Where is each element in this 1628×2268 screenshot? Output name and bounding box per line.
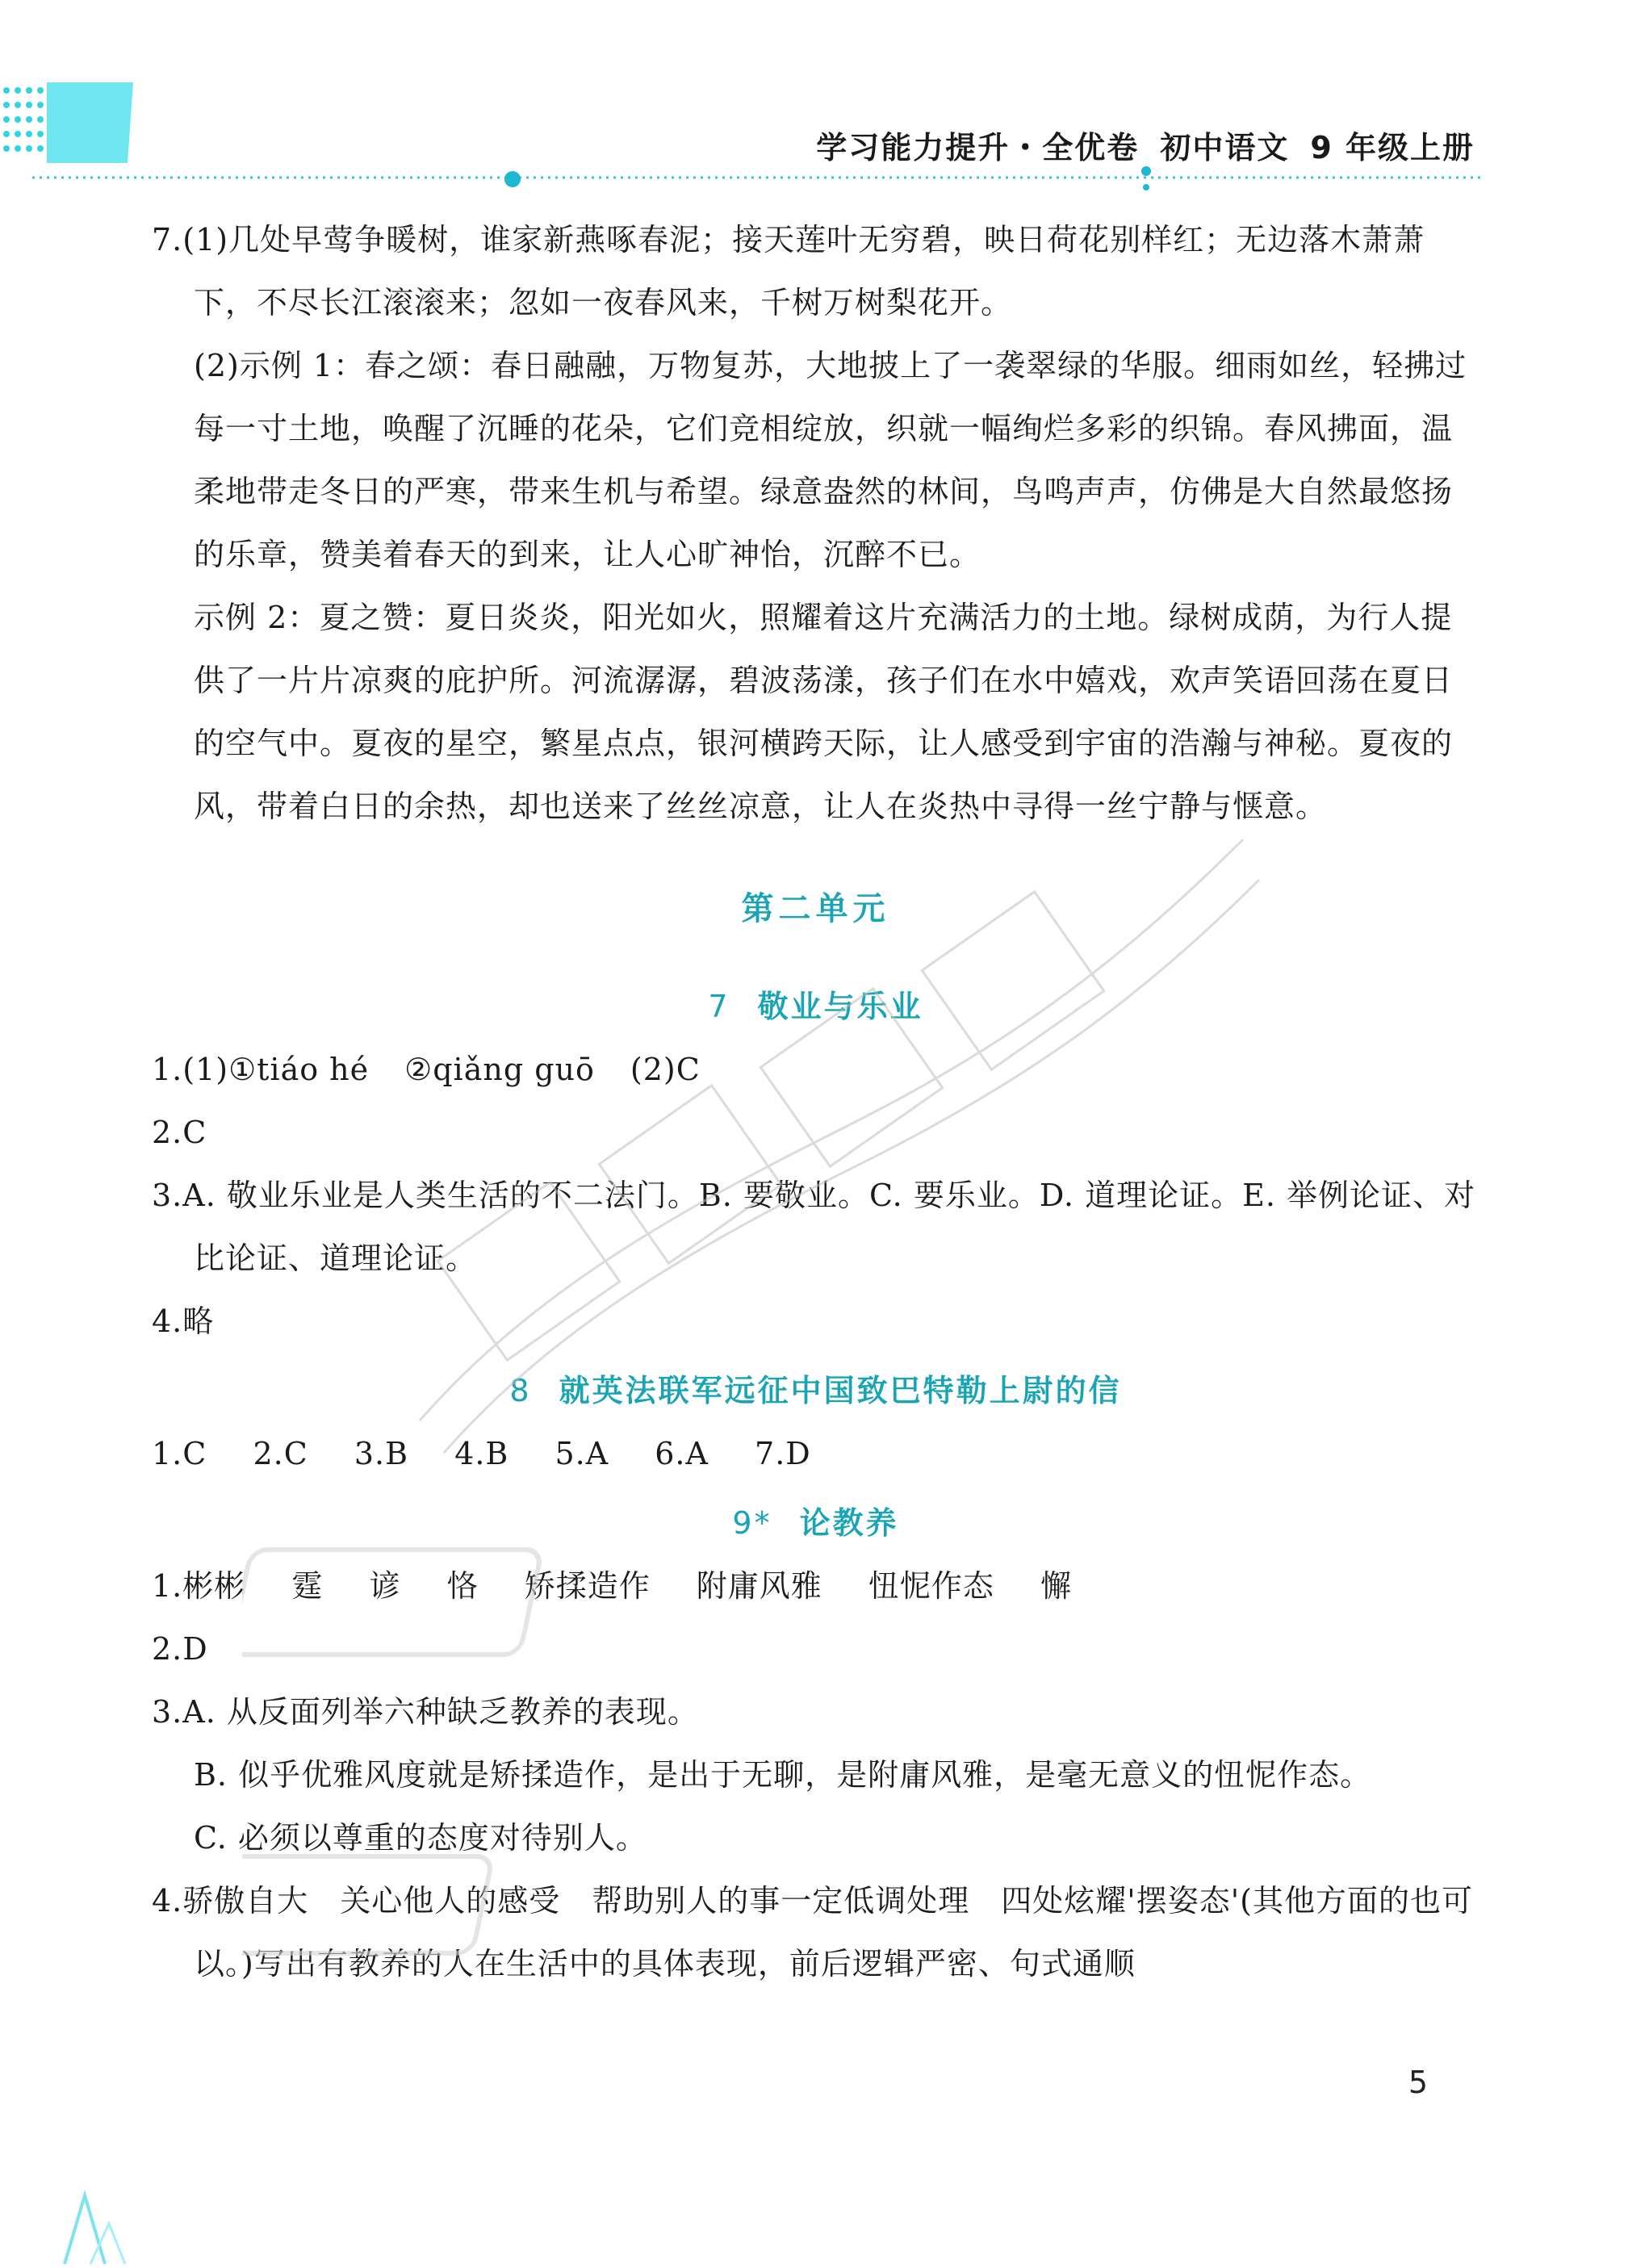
lesson-9-answer-3a: 3.A. 从反面列举六种缺乏教养的表现。 — [152, 1694, 699, 1730]
lesson-7-answer-4: 4.略 — [152, 1303, 215, 1339]
lesson-8-answer: 6.A — [655, 1436, 709, 1471]
word-item: 附庸风雅 — [696, 1568, 822, 1604]
lesson-8-answer: 4.B — [454, 1436, 509, 1471]
q7-part1: 7.(1)几处早莺争暖树，谁家新燕啄春泥；接天莲叶无穷碧，映日荷花别样红；无边落木萧萧下，不尽长江滚滚来；忽如一夜春风来，千树万树梨花开。 — [152, 222, 1425, 320]
lesson-8-answer: 2.C — [253, 1436, 308, 1471]
word-item: 谚 — [369, 1568, 401, 1604]
lesson-7-number: 7 — [708, 989, 730, 1024]
page-number: 5 — [1408, 2065, 1428, 2100]
answer-content — [152, 208, 1479, 1995]
q7-part2: (2)示例 1：春之颂：春日融融，万物复苏，大地披上了一袭翠绿的华服。细雨如丝，轻拂过每一寸土地，唤醒了沉睡的花朵，它们竞相绽放，织就一幅绚烂多彩的织锦。春风拂面，温柔地带走冬日的严寒，带来生机与希望。绿意盎然的林间，鸟鸣声声，仿佛是大自然最悠扬的乐章，赞美着春天的到来，让人心旷神怡，沉醉不已。 — [194, 348, 1467, 572]
header-dotted-rule — [32, 161, 1485, 194]
word-item: 霆 — [291, 1568, 324, 1604]
lesson-9-name: 论教养 — [799, 1505, 899, 1541]
word-item: 恪 — [446, 1568, 479, 1604]
lesson-8-number: 8 — [509, 1373, 532, 1408]
lesson-9-number: 9* — [732, 1505, 772, 1541]
lesson-9-answer-2: 2.D — [152, 1631, 208, 1667]
corner-decoration — [48, 2179, 161, 2268]
q7-part3: 示例 2：夏之赞：夏日炎炎，阳光如火，照耀着这片充满活力的土地。绿树成荫，为行人提供了一片片凉爽的庇护所。河流潺潺，碧波荡漾，孩子们在水中嬉戏，欢声笑语回荡在夏日的空气中。夏夜的星空，繁星点点，银河横跨天际，让人感受到宇宙的浩瀚与神秘。夏夜的风，带着白日的余热，却也送来了丝丝凉意，让人在炎热中寻得一丝宁静与惬意。 — [194, 600, 1454, 824]
word-item: 矫揉造作 — [524, 1568, 651, 1604]
grade-label: 9 年级上册 — [1310, 130, 1475, 165]
lesson-8-name: 就英法联军远征中国致巴特勒上尉的信 — [559, 1373, 1122, 1408]
lesson-7-title — [152, 975, 1479, 1038]
answer-1-part2: (2)C — [630, 1052, 701, 1087]
word-item: 1.彬彬 — [152, 1568, 246, 1604]
lesson-7-answer-2: 2.C — [152, 1115, 207, 1150]
book-title: 学习能力提升・全优卷 — [816, 130, 1140, 165]
word-item: 忸怩作态 — [868, 1568, 994, 1604]
lesson-9-title — [152, 1492, 1479, 1555]
lesson-9-answer-3b: B. 似乎优雅风度就是矫揉造作，是出于无聊，是附庸风雅，是毫无意义的忸怩作态。 — [194, 1757, 1372, 1793]
lesson-8-answer: 3.B — [354, 1436, 409, 1471]
word-item: 懈 — [1040, 1568, 1073, 1604]
unit-title: 第二单元 — [741, 890, 890, 927]
lesson-8-answers — [152, 1422, 1479, 1485]
subject-label: 初中语文 — [1160, 130, 1290, 165]
lesson-8-answer: 5.A — [555, 1436, 609, 1471]
header-title — [816, 123, 1475, 167]
lesson-8-title — [152, 1359, 1479, 1422]
lesson-7-name: 敬业与乐业 — [757, 989, 923, 1024]
lesson-8-answer: 7.D — [755, 1436, 811, 1471]
lesson-8-answer: 1.C — [152, 1436, 207, 1471]
answer-1-pinyin-b: ②qiǎng guō — [404, 1052, 595, 1087]
lesson-9-answer-1 — [152, 1555, 1479, 1617]
lesson-7-answer-3: 3.A. 敬业乐业是人类生活的不二法门。B. 要敬业。C. 要乐业。D. 道理论证。E. 举例论证、对比论证、道理论证。 — [152, 1178, 1475, 1276]
lesson-7-answer-1 — [152, 1038, 1479, 1101]
answer-1-pinyin-a: 1.(1)①tiáo hé — [152, 1052, 370, 1087]
lesson-9-answer-4: 4.骄傲自大 关心他人的感受 帮助别人的事一定低调处理 四处炫耀'摆姿态'(其他方面的也可以。)写出有教养的人在生活中的具体表现，前后逻辑严密、句式通顺 — [152, 1883, 1473, 1981]
lesson-9-answer-3c: C. 必须以尊重的态度对待别人。 — [194, 1820, 647, 1856]
